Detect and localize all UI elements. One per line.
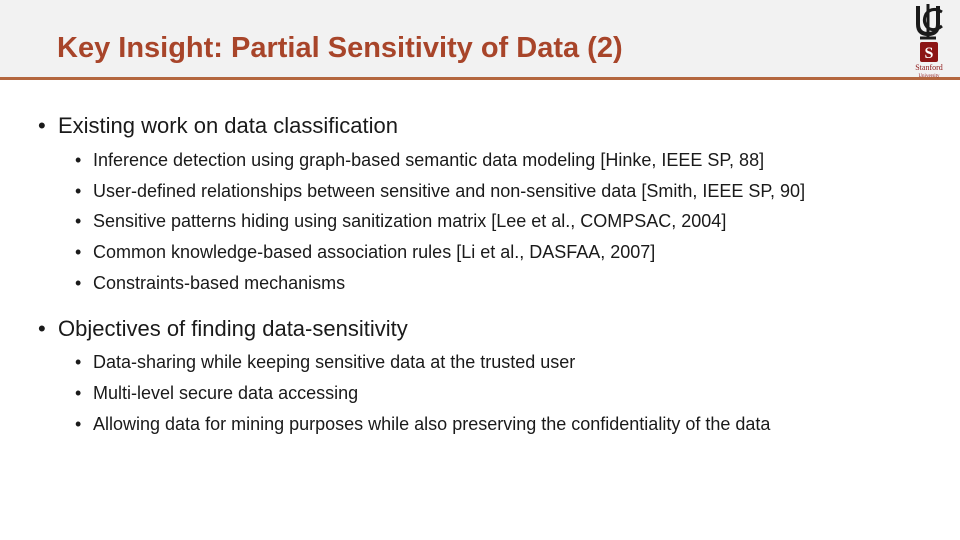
list-item: • Common knowledge-based association rules [Li et al., DASFAA, 2007] <box>75 242 656 262</box>
bullet-dot: • <box>75 211 82 231</box>
stanford-logo-text: Stanford <box>915 63 943 72</box>
list-item: • Allowing data for mining purposes while also preserving the confidentiality of the data <box>75 414 771 434</box>
stanford-logo-subtext: University <box>918 74 940 78</box>
bullet-dot: • <box>75 150 82 170</box>
bullet-dot: • <box>38 113 46 138</box>
bullet-dot: • <box>38 316 46 341</box>
list-item: • Multi-level secure data accessing <box>75 383 359 403</box>
svg-text:S: S <box>924 45 934 62</box>
slide-title: Key Insight: Partial Sensitivity of Data (2) <box>57 32 623 64</box>
bullet-dot: • <box>75 414 82 434</box>
section-heading: • Existing work on data classification <box>38 113 398 138</box>
bullet-dot: • <box>75 181 82 201</box>
list-item: • Sensitive patterns hiding using sanitization matrix [Lee et al., COMPSAC, 2004] <box>75 211 727 231</box>
list-item: • User-defined relationships between sensitive and non-sensitive data [Smith, IEEE SP, 90] <box>75 181 806 201</box>
list-item: • Constraints-based mechanisms <box>75 273 346 293</box>
bullet-dot: • <box>75 383 82 403</box>
bullet-dot: • <box>75 273 82 293</box>
bullet-dot: • <box>75 352 82 372</box>
list-item: • Inference detection using graph-based semantic data modeling [Hinke, IEEE SP, 88] <box>75 150 765 170</box>
section-heading: • Objectives of finding data-sensitivity <box>38 316 408 341</box>
bullet-dot: • <box>75 242 82 262</box>
list-item: • Data-sharing while keeping sensitive data at the trusted user <box>75 352 576 372</box>
